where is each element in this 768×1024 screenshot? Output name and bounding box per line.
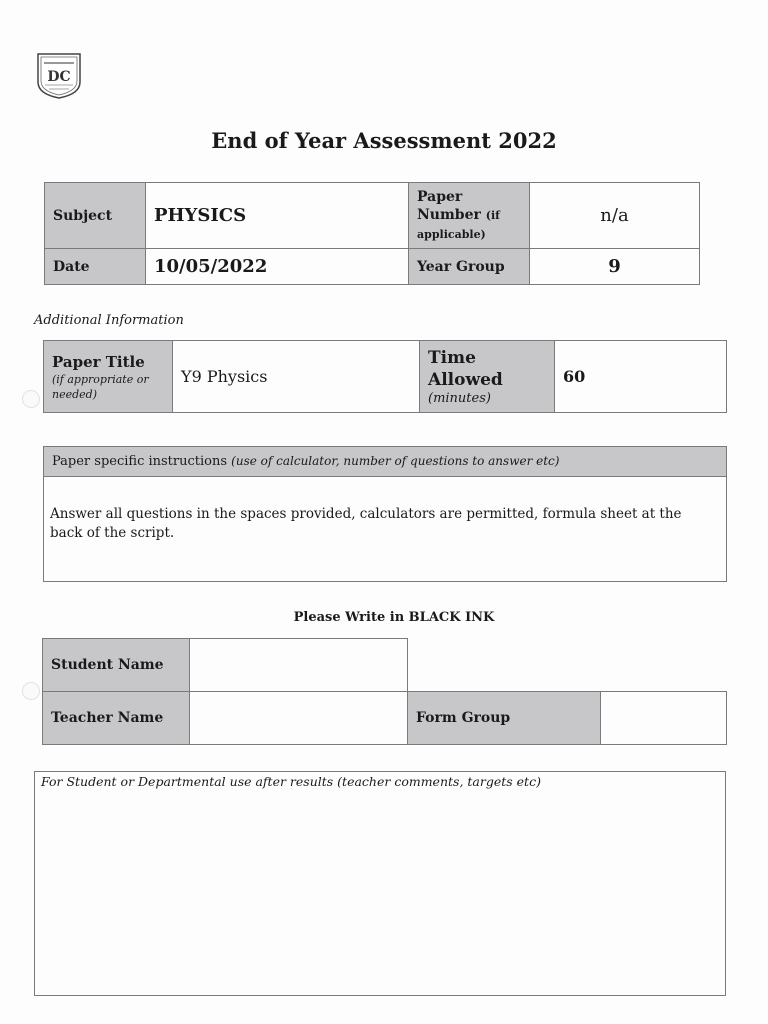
- paper-number-note: (if applicable): [417, 208, 500, 241]
- instructions-box: [43, 446, 727, 582]
- paper-details-table: [44, 182, 700, 285]
- paper-title-label: [44, 341, 173, 413]
- paper-info-table: [43, 340, 727, 413]
- paper-number-label: [409, 183, 530, 249]
- comments-box[interactable]: [34, 771, 726, 996]
- paper-number-label-text: Paper Number: [417, 188, 481, 223]
- punch-hole-mark: [22, 682, 40, 700]
- student-name-label: Student Name: [43, 639, 190, 692]
- student-details-table: [42, 638, 727, 745]
- paper-title-note: (if appropriate or needed): [52, 372, 149, 401]
- comments-label: For Student or Departmental use after results (teacher comments, targets etc): [41, 774, 541, 789]
- teacher-name-field[interactable]: [190, 692, 408, 745]
- date-value: 10/05/2022: [146, 249, 409, 285]
- page-title: End of Year Assessment 2022: [211, 128, 557, 153]
- date-label: Date: [45, 249, 146, 285]
- year-group-value: 9: [530, 249, 700, 285]
- time-allowed-label-line2: Allowed: [428, 370, 503, 390]
- time-allowed-label: [420, 341, 555, 413]
- paper-title-label-text: Paper Title: [52, 352, 145, 371]
- time-allowed-value: 60: [555, 341, 727, 413]
- punch-hole-mark: [22, 390, 40, 408]
- time-allowed-label-line1: Time: [428, 348, 476, 368]
- instructions-heading-note: (use of calculator, number of questions to answer etc): [231, 454, 560, 468]
- instructions-heading-text: Paper specific instructions: [52, 454, 228, 469]
- paper-number-value: n/a: [530, 183, 700, 249]
- time-allowed-note: (minutes): [428, 391, 491, 406]
- blank-cell: [408, 639, 727, 692]
- form-group-field[interactable]: [601, 692, 727, 745]
- form-group-label: Form Group: [408, 692, 601, 745]
- paper-title-value: Y9 Physics: [173, 341, 420, 413]
- additional-information-label: Additional Information: [34, 313, 184, 328]
- year-group-label: Year Group: [409, 249, 530, 285]
- student-name-field[interactable]: [190, 639, 408, 692]
- svg-text:DC: DC: [47, 69, 71, 85]
- subject-value: PHYSICS: [146, 183, 409, 249]
- subject-label: Subject: [45, 183, 146, 249]
- ink-notice: Please Write in BLACK INK: [293, 610, 495, 625]
- instructions-heading: [44, 447, 726, 477]
- school-crest-logo: [36, 52, 82, 100]
- teacher-name-label: Teacher Name: [43, 692, 190, 745]
- instructions-body: Answer all questions in the spaces provided, calculators are permitted, formula sheet at the back of the script.: [50, 506, 682, 541]
